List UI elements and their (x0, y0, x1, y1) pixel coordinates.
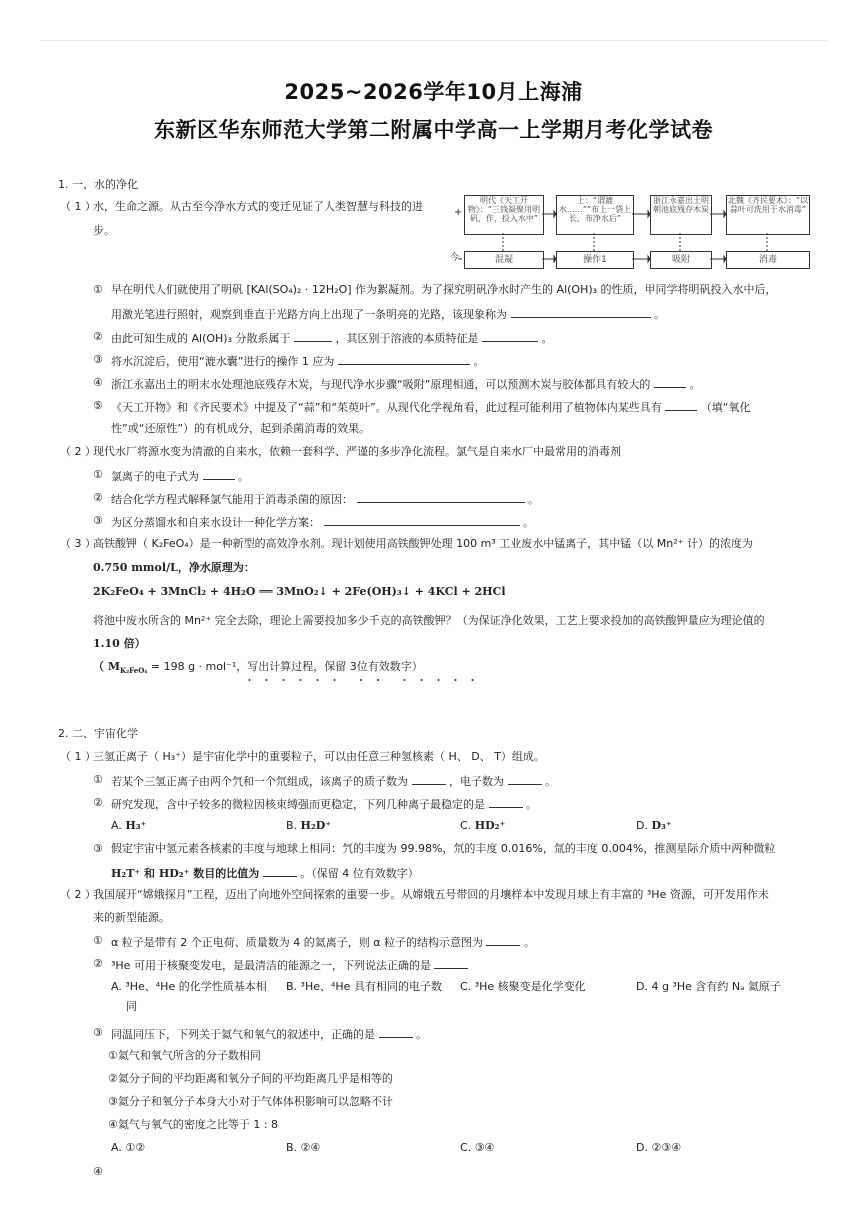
q1-heading: 1. 一、水的净化 (58, 178, 138, 191)
exam-title-line2: 东新区华东师范大学第二附属中学高一上学期月考化学试卷 (154, 118, 713, 142)
option-a-3[interactable]: A. ①② (111, 1141, 146, 1154)
flow-top-box-4: 北魏《齐民要术》：“以蒜叶可洗用于水消毒” (726, 195, 810, 235)
q1-p2-sub1-text: 氯离子的电子式为 。 (111, 470, 249, 483)
q1-sub3-text: 将水沉淀后，使用“漉水囊”进行的操作 1 应为 。 (111, 355, 485, 368)
q2-sub3-marker: ③ (93, 842, 103, 855)
q1-sub4-marker: ④ (93, 376, 103, 389)
q1-sub2-text: 由此可知生成的 Al(OH)₃ 分散系属于 ，其区别于溶液的本质特征是 。 (111, 332, 553, 345)
answer-blank-2[interactable] (294, 330, 332, 342)
option-c-1[interactable]: C. HD₂⁺ (460, 819, 506, 832)
exam-title-line1: 2025~2026学年10月上海浦 (284, 80, 583, 104)
option-d-2[interactable]: D. 4 g ³He 含有约 Nₐ 氦原子 (636, 980, 781, 993)
answer-blank-9[interactable] (324, 514, 520, 526)
q2-p2-sub1-marker: ① (93, 934, 103, 947)
q1-part3-text: 高铁酸钾（ K₂FeO₄）是一种新型的高效净水剂。现计划使用高铁酸钾处理 100 m³ 工业废水中锰离子，其中锰（以 Mn²⁺ 计）的浓度为 (93, 537, 753, 550)
flow-row-label: 今 (450, 253, 460, 263)
q2-sub2-text: 研究发现，含中子较多的微粒因核束缚强而更稳定，下列几种离子最稳定的是 。 (111, 798, 537, 811)
answer-blank-11[interactable] (508, 773, 542, 785)
reaction-equation: 2K₂FeO₄ + 3MnCl₂ + 4H₂O ══ 3MnO₂↓ + 2Fe(OH)₃↓ + 4KCl + 2HCl (93, 585, 506, 598)
q1-p2-sub2-text: 结合化学方程式解释氯气能用于消毒杀菌的原因： 。 (111, 493, 539, 506)
q2-p2-sub2-marker: ② (93, 957, 103, 970)
answer-blank-4[interactable] (338, 353, 470, 365)
q1-sub2-marker: ② (93, 330, 103, 343)
option-c-2[interactable]: C. ³He 核聚变是化学变化 (460, 980, 586, 993)
molar-mass-note: （ $M_{K_2FeO_4} = 198$ g · mol⁻¹，写出计算过程，保留 3位有效数字） (93, 660, 423, 676)
q1-part2-number: （ 2 ） (60, 445, 96, 458)
flow-connectors (450, 193, 820, 273)
q2-sub3-text-cont: H₂T⁺ 和 HD₂⁺ 数目的比值为 。（保留 4 位有效数字） (111, 867, 419, 880)
q2-heading: 2. 二、宇宙化学 (58, 727, 138, 740)
option-d-1[interactable]: D. D₃⁺ (636, 819, 672, 832)
answer-blank-6[interactable] (665, 399, 697, 411)
q2-part1-number: （ 1 ） (60, 750, 96, 763)
option-b-2[interactable]: B. ³He、⁴He 具有相同的电子数 (286, 980, 442, 993)
answer-blank-3[interactable] (482, 330, 538, 342)
statement-2: ②氦分子间的平均距离和氧分子间的平均距离几乎是相等的 (108, 1072, 393, 1085)
statement-4: ④氦气与氧气的密度之比等于 1 : 8 (108, 1118, 279, 1131)
q1-part1-number: （ 1 ） (60, 200, 96, 213)
answer-blank-10[interactable] (412, 773, 446, 785)
q1-p2-sub3-marker: ③ (93, 514, 103, 527)
option-a-1[interactable]: A. H₃⁺ (111, 819, 147, 832)
q1-part1-text-cont: 步。 (93, 224, 115, 237)
q1-sub5-text: 《天工开物》和《齐民要术》中提及了“蒜”和“茱萸叶”。从现代化学视角看，此过程可能利用了植物体内某些具有 （填“氧化 (111, 401, 751, 414)
q2-part2-text: 我国展开“嫦娥探月”工程，迈出了向地外空间探索的重要一步。从嫦娥五号带回的月壤样本中发现月球上有丰富的 ³He 资源，可开发用作未 (93, 888, 769, 901)
q2-part1-text: 三氢正离子（ H₃⁺）是宇宙化学中的重要粒子，可以由任意三种氢核素（ H、 D、 T）组成。 (93, 750, 545, 763)
q2-p2-sub3-text: 同温同压下，下列关于氦气和氧气的叙述中，正确的是 。 (111, 1028, 427, 1041)
flow-arrow-start: + (454, 207, 463, 218)
answer-blank-13[interactable] (263, 865, 297, 877)
answer-blank-5[interactable] (654, 376, 686, 388)
answer-blank-12[interactable] (489, 796, 523, 808)
q1-sub1-marker: ① (93, 283, 103, 296)
flow-top-box-3: 浙江永嘉出土明朝池底残存木炭 (650, 195, 712, 235)
q1-sub1-text-cont: 用激光笔进行照射，观察到垂直于光路方向上出现了一条明亮的光路，该现象称为 。 (111, 308, 665, 321)
q2-p2-sub3-marker: ③ (93, 1026, 103, 1039)
q1-part1-text: 水，生命之源。从古至今净水方式的变迁见证了人类智慧与科技的进 (93, 200, 423, 213)
statement-3: ③氦分子和氧分子本身大小对于气体体积影响可以忽略不计 (108, 1095, 393, 1108)
emphasis-dots: ・・・・・・ ・・ ・・・・・ (244, 674, 484, 687)
q2-part2-number: （ 2 ） (60, 888, 96, 901)
answer-blank-16[interactable] (379, 1026, 413, 1038)
flow-top-box-2: 上：“谓漉水……”“布上一袋上长，布净水后” (556, 195, 634, 235)
q2-p2-sub2-text: ³He 可用于核聚变发电，是最清洁的能源之一，下列说法正确的是 (111, 957, 468, 973)
page-top-rule (40, 40, 827, 41)
option-c-3[interactable]: C. ③④ (460, 1141, 495, 1154)
q2-sub3-text: 假定宇宙中氢元素各核素的丰度与地球上相同：氕的丰度为 99.98%，氘的丰度 0.016%，氚的丰度 0.004%，推测星际介质中两种微粒 (111, 842, 776, 855)
q2-sub2-marker: ② (93, 796, 103, 809)
q1-sub5-marker: ⑤ (93, 399, 103, 412)
flow-step-disinfection: 消毒 (726, 251, 810, 269)
q1-part3-number: （ 3 ） (60, 537, 96, 550)
option-d-3[interactable]: D. ②③④ (636, 1141, 682, 1154)
statement-1: ①氦气和氧气所含的分子数相同 (108, 1049, 261, 1062)
q1-p2-sub3-text: 为区分蒸馏水和自来水设计一种化学方案： 。 (111, 516, 534, 529)
answer-blank-15[interactable] (434, 957, 468, 969)
q1-sub5-text-cont: 性”或“还原性”）的有机成分，起到杀菌消毒的效果。 (111, 422, 371, 435)
option-b-1[interactable]: B. H₂D⁺ (286, 819, 332, 832)
q2-p2-sub1-text: α 粒子是带有 2 个正电荷、质量数为 4 的氦离子，则 α 粒子的结构示意图为 。 (111, 936, 535, 949)
q1-p2-sub1-marker: ① (93, 468, 103, 481)
q2-sub1-text: 若某个三氢正离子由两个氕和一个氘组成，该离子的质子数为 ，电子数为 。 (111, 775, 556, 788)
answer-blank-1[interactable] (511, 306, 651, 318)
q2-p2-sub4-marker: ④ (93, 1165, 103, 1178)
q1-part3-question: 将池中废水所含的 Mn²⁺ 完全去除，理论上需要投加多少千克的高铁酸钾？（为保证净化效果，工艺上要求投加的高铁酸钾量应为理论值的 (93, 614, 765, 627)
answer-blank-8[interactable] (357, 491, 525, 503)
answer-blank-14[interactable] (486, 934, 520, 946)
answer-blank-7[interactable] (203, 468, 235, 480)
q1-part3-question-cont: 1.10 倍） (93, 637, 146, 650)
option-a-2-cont: 同 (126, 1000, 137, 1013)
flow-step-adsorption: 吸附 (650, 251, 712, 269)
q1-sub4-text: 浙江永嘉出土的明末水处理池底残存木炭，与现代净水步骤“吸附”原理相通，可以预测木炭与胶体都具有较大的 。 (111, 378, 701, 391)
option-b-3[interactable]: B. ②④ (286, 1141, 321, 1154)
flow-top-box-1: 明代《天工开物》：“三钱凝聚用明矾，作，投入水中” (464, 195, 544, 235)
q1-part2-text: 现代水厂将源水变为清澈的自来水，依赖一套科学、严谨的多步净化流程。氯气是自来水厂中最常用的消毒剂 (93, 445, 621, 458)
q1-sub1-text: 早在明代人们就使用了明矾 [KAl(SO₄)₂ · 12H₂O] 作为絮凝剂。为了探究明矾净水时产生的 Al(OH)₃ 的性质，甲同学将明矾投入水中后， (111, 283, 777, 296)
q1-part3-text-cont: 0.750 mmol/L，净水原理为： (93, 561, 255, 574)
flow-step-coagulation: 混凝 (464, 251, 544, 269)
water-purification-flowchart (450, 193, 820, 273)
q2-part2-text-cont: 来的新型能源。 (93, 911, 170, 924)
q1-sub3-marker: ③ (93, 353, 103, 366)
q2-sub1-marker: ① (93, 773, 103, 786)
q1-p2-sub2-marker: ② (93, 491, 103, 504)
option-a-2[interactable]: A. ³He、⁴He 的化学性质基本相 (111, 980, 267, 993)
flow-step-operation1: 操作1 (556, 251, 634, 269)
